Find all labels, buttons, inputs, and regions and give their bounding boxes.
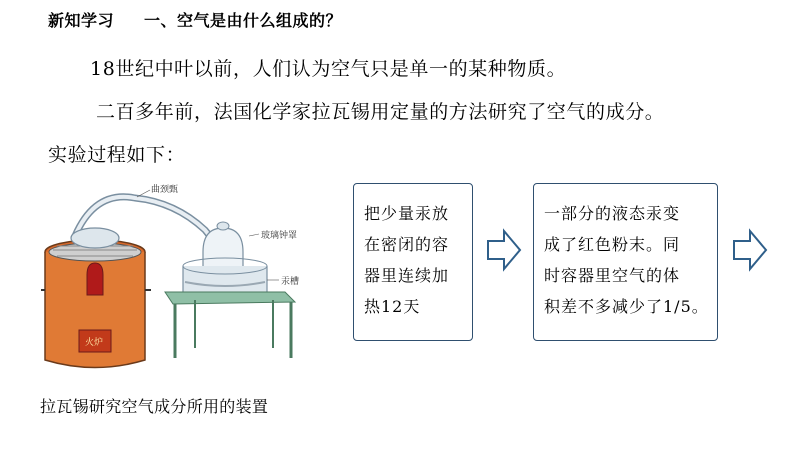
- bell-jar-illustration: [183, 222, 267, 298]
- paragraph-history: 18世纪中叶以前，人们认为空气只是单一的某种物质。: [90, 58, 567, 80]
- furnace-illustration: [41, 240, 151, 368]
- section-label: 新知学习: [48, 11, 115, 30]
- step-line: 一部分的液态汞变: [544, 204, 681, 223]
- step-line: 把少量汞放: [364, 204, 450, 223]
- arrow-right-icon: [732, 228, 768, 272]
- arrow-right-icon: [486, 228, 522, 272]
- step-line: 在密闭的容: [364, 235, 450, 254]
- trough-label: 汞槽: [281, 277, 300, 287]
- retort-label: 曲颈甄: [151, 185, 179, 195]
- table-illustration: [165, 292, 295, 358]
- step-line: 器里连续加: [364, 266, 450, 285]
- figure-caption: 拉瓦锡研究空气成分所用的装置: [40, 397, 269, 416]
- furnace-label: 火炉: [85, 338, 104, 348]
- step-box-result: [533, 183, 718, 341]
- lavoisier-apparatus-figure: [35, 170, 335, 389]
- step-line: 热12天: [364, 297, 421, 316]
- page-title: [48, 8, 342, 31]
- step-line: 积差不多减少了1/5。: [544, 297, 709, 316]
- paragraph-process-intro: 实验过程如下：: [48, 144, 186, 166]
- step-line: 成了红色粉末。同: [544, 235, 681, 254]
- step-box-heating: [353, 183, 473, 341]
- step-line: 时容器里空气的体: [544, 266, 681, 285]
- bell-jar-label: 玻璃钟罩: [261, 231, 298, 241]
- topic-heading: 一、空气是由什么组成的？: [144, 11, 343, 30]
- paragraph-lavoisier: 二百多年前，法国化学家拉瓦锡用定量的方法研究了空气的成分。: [96, 101, 665, 123]
